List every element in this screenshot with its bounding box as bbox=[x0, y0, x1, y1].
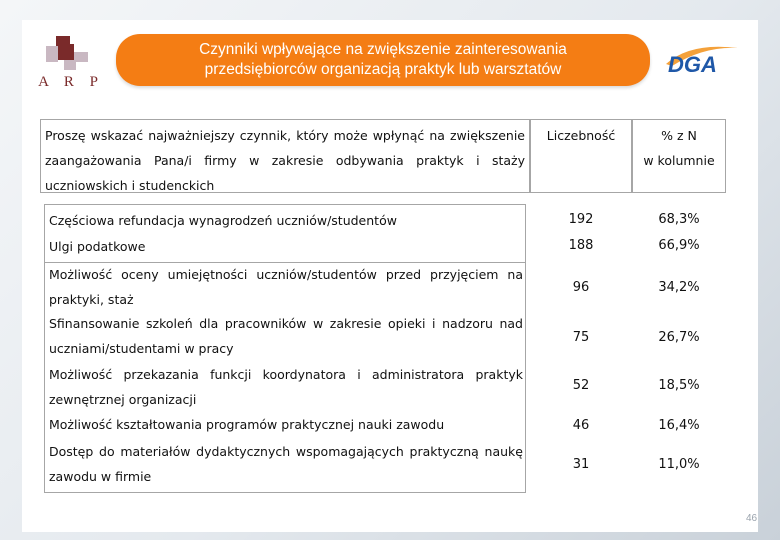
header-question: Proszę wskazać najważniejszy czynnik, który może wpłynąć na zwiększenie zaangażowania Pana/i firmy w zakresie odbywania praktyk i staży uczniowskich i studenckich bbox=[40, 119, 530, 193]
table-row-percent: 66,9% bbox=[658, 238, 700, 253]
table-row-percent: 18,5% bbox=[658, 378, 700, 393]
table-row-percent: 26,7% bbox=[658, 330, 700, 345]
arp-logo-text: A R P bbox=[38, 74, 104, 90]
table-row-count: 52 bbox=[572, 378, 590, 393]
header-percent-line-1: % z N bbox=[661, 128, 697, 143]
arp-logo-icon bbox=[46, 36, 90, 72]
title-banner bbox=[116, 34, 650, 86]
table-row-label: Ulgi podatkowe bbox=[49, 239, 146, 254]
table-row-percent: 68,3% bbox=[658, 212, 700, 227]
table-row-label: Możliwość oceny umiejętności uczniów/studentów przed przyjęciem na praktyki, staż bbox=[49, 267, 523, 307]
table-row-label: Częściowa refundacja wynagrodzeń uczniów/studentów bbox=[49, 213, 397, 228]
table-row-count: 46 bbox=[572, 418, 590, 433]
slide-title bbox=[199, 40, 567, 80]
table-row-label: Sfinansowanie szkoleń dla pracowników w zakresie opieki i nadzoru nad uczniami/studentami w pracy bbox=[49, 316, 523, 356]
slide-title-line-2: przedsiębiorców organizacją praktyk lub warsztatów bbox=[204, 61, 562, 78]
header-count: Liczebność bbox=[530, 119, 632, 193]
table-row-count: 75 bbox=[572, 330, 590, 345]
dga-logo bbox=[660, 40, 742, 82]
table-row-count: 188 bbox=[568, 238, 594, 253]
table-row-label: Dostęp do materiałów dydaktycznych wspomagających praktyczną naukę zawodu w firmie bbox=[49, 444, 523, 484]
table-row-count: 31 bbox=[572, 457, 590, 472]
header-percent bbox=[632, 119, 726, 193]
arp-logo bbox=[36, 34, 106, 96]
table-row-label: Możliwość kształtowania programów praktycznej nauki zawodu bbox=[49, 417, 445, 432]
table-row-percent: 34,2% bbox=[658, 280, 700, 295]
table-row-percent: 16,4% bbox=[658, 418, 700, 433]
page-number: 46 bbox=[746, 513, 758, 524]
slide-title-line-1: Czynniki wpływające na zwiększenie zainteresowania bbox=[199, 41, 567, 58]
table-row-count: 96 bbox=[572, 280, 590, 295]
table-row-percent: 11,0% bbox=[658, 457, 700, 472]
dga-logo-text: DGA bbox=[668, 52, 717, 77]
table-row-count: 192 bbox=[568, 212, 594, 227]
header-percent-line-2: w kolumnie bbox=[643, 153, 715, 168]
table-row-label: Możliwość przekazania funkcji koordynatora i administratora praktyk zewnętrznej organizacji bbox=[49, 367, 523, 407]
